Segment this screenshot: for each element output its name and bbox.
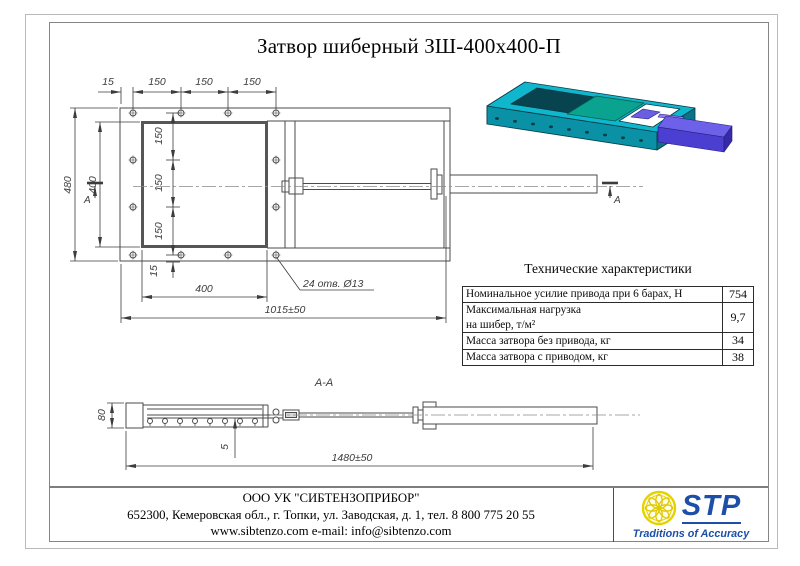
dim-bottom-400: 400 (195, 283, 213, 295)
dim-section-1480: 1480±50 (331, 452, 373, 464)
dim-chain-15: 15 (148, 265, 160, 277)
dim-bottom-1015: 1015±50 (264, 304, 306, 316)
spec-value: 34 (723, 333, 754, 349)
dim-top-150c: 150 (243, 76, 261, 88)
spec-value: 38 (723, 349, 754, 365)
section-mark-right-label: А (614, 195, 621, 206)
logo-cell (613, 488, 768, 542)
holes-note: 24 отв. Ø13 (303, 278, 364, 290)
spec-label: Масса затвора с приводом, кг (466, 351, 608, 364)
table-row (463, 287, 754, 303)
specs-title: Технические характеристики (524, 261, 692, 276)
spec-label: Номинальное усилие привода при 6 барах, Н (466, 288, 683, 301)
front-view-holes (129, 109, 281, 260)
dim-chain-150c: 150 (153, 222, 165, 240)
stp-logo-tagline: Traditions of Accuracy (632, 528, 750, 540)
dim-left-480: 480 (62, 176, 74, 194)
dim-top-15: 15 (102, 76, 114, 88)
spec-value: 9,7 (723, 303, 754, 333)
section-cut-markers (87, 183, 618, 198)
stp-logo-text: STP (681, 489, 742, 522)
dim-section-5: 5 (219, 444, 231, 450)
specs-table (462, 286, 754, 366)
section-view (126, 402, 597, 429)
stp-ornament-icon (641, 490, 677, 526)
stp-logo-underline (682, 522, 741, 525)
spec-label: Масса затвора без привода, кг (466, 334, 611, 347)
table-row (463, 333, 754, 349)
dim-section-80: 80 (96, 409, 108, 421)
company-name: ООО УК "СИБТЕНЗОПРИБОР" (242, 491, 420, 506)
company-contacts: www.sibtenzo.com e-mail: info@sibtenzo.com (210, 524, 452, 539)
render-3d (487, 82, 732, 152)
section-mark-left-label: А (84, 195, 91, 206)
dim-chain-150b: 150 (153, 174, 165, 192)
page-title: Затвор шиберный ЗШ-400х400-П (257, 34, 561, 58)
company-info (49, 488, 613, 542)
dim-left-400: 400 (87, 176, 99, 194)
front-view (120, 108, 597, 261)
table-row (463, 349, 754, 365)
table-row: Максимальная нагрузка на шибер, т/м² 9,7 (463, 303, 754, 333)
title-block (49, 486, 768, 542)
dim-top-150a: 150 (148, 76, 166, 88)
spec-value: 754 (723, 287, 754, 303)
section-view-label: А-А (314, 377, 334, 389)
company-address: 652300, Кемеровская обл., г. Топки, ул. Заводская, д. 1, тел. 8 800 775 20 55 (127, 507, 535, 522)
dim-top-150b: 150 (195, 76, 213, 88)
dim-chain-150a: 150 (153, 127, 165, 145)
spec-label: Максимальная нагрузка (466, 304, 582, 317)
